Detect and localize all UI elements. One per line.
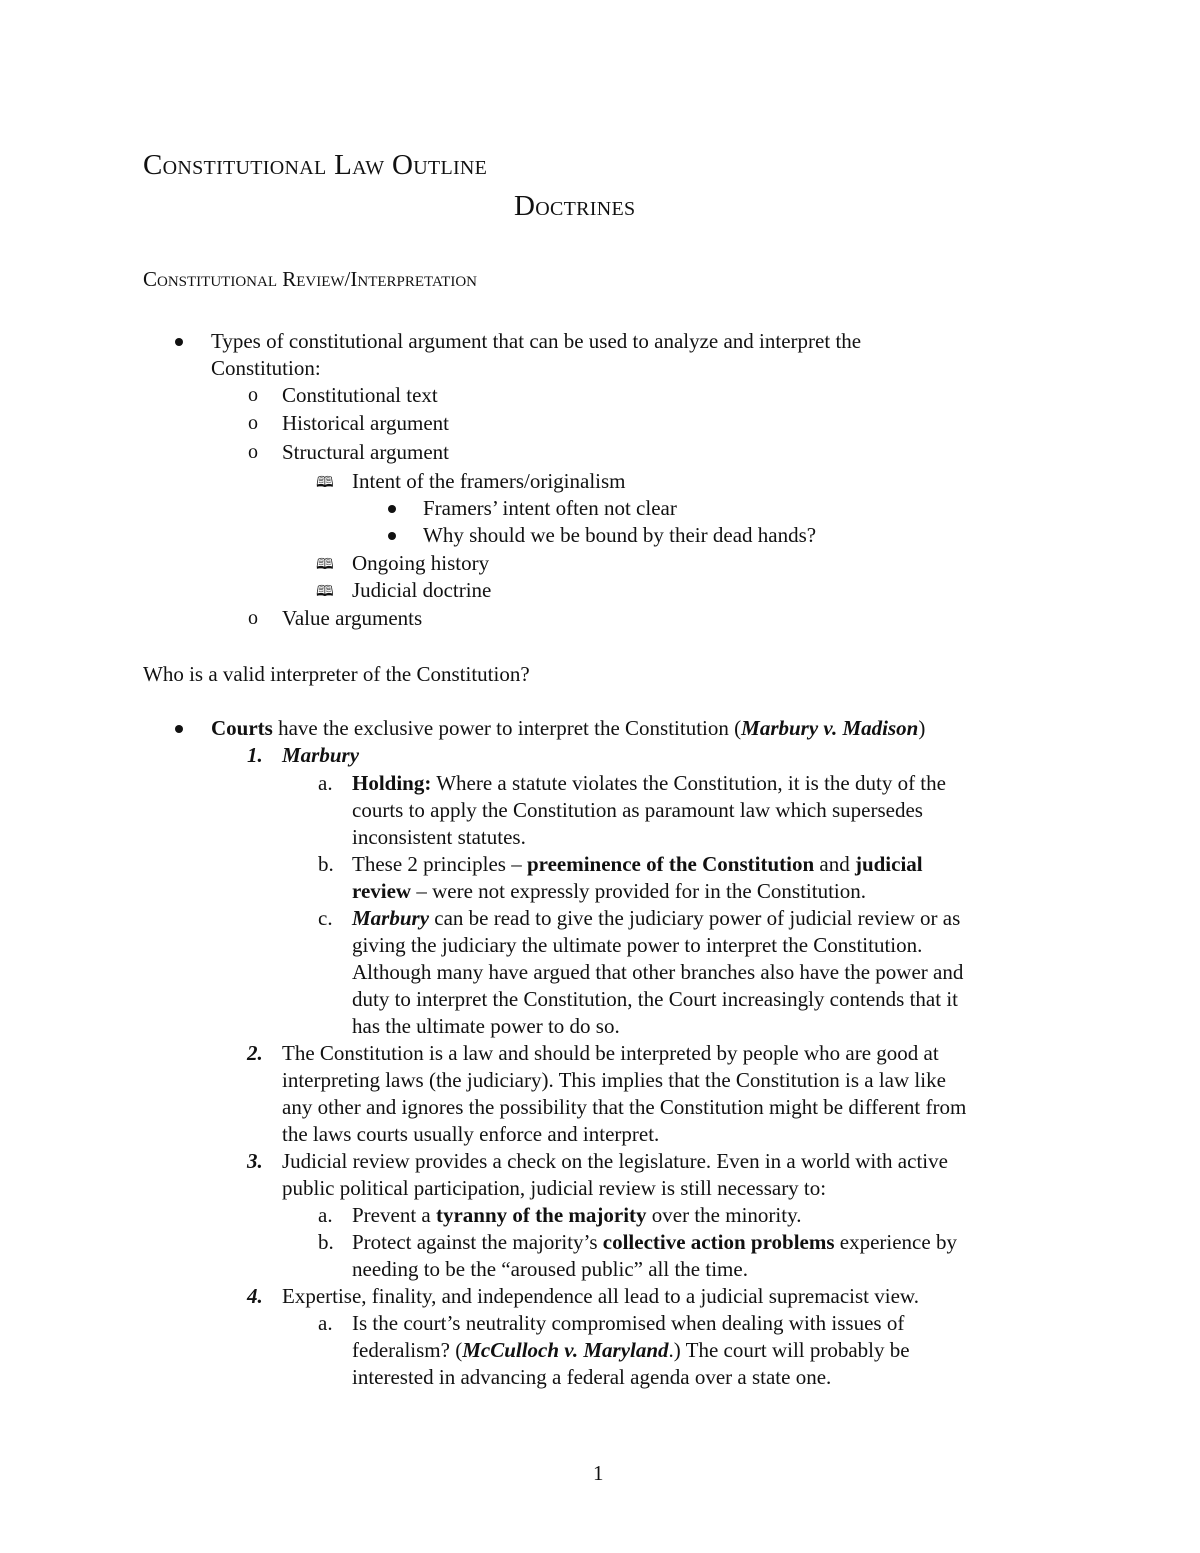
circle-bullet-marker: o [248,441,258,463]
list-item: Protect against the majority’s collective action problems experience by [352,1230,957,1254]
list-item-continuation: has the ultimate power to do so. [352,1014,620,1038]
list-item-continuation: courts to apply the Constitution as paramount law which supersedes [352,798,923,822]
list-item-continuation: duty to interpret the Constitution, the Court increasingly contends that it [352,987,958,1011]
bullet-marker [388,532,396,540]
book-icon: 🕮 [316,555,334,573]
list-item: Framers’ intent often not clear [423,496,677,520]
case-name: Marbury [282,743,360,767]
list-item: Why should we be bound by their dead hands? [423,523,817,547]
book-icon: 🕮 [316,582,334,600]
number-marker: 1. [247,743,263,767]
number-marker: 3. [247,1149,263,1173]
bullet-marker [175,725,183,733]
list-item: Is the court’s neutrality compromised when dealing with issues of [352,1311,905,1335]
list-item-continuation: review – were not expressly provided for in the Constitution. [352,879,867,903]
circle-bullet-marker: o [248,384,258,406]
list-item: Judicial review provides a check on the legislature. Even in a world with active [282,1149,948,1173]
section-heading: Constitutional Review/Interpretation [143,267,478,291]
list-item: Ongoing history [352,551,490,575]
list-item-continuation: needing to be the “aroused public” all the time. [352,1257,748,1281]
list-item-continuation: any other and ignores the possibility that the Constitution might be different from [282,1095,967,1119]
letter-marker: b. [318,1230,334,1254]
list-item-continuation: interpreting laws (the judiciary). This implies that the Constitution is a law like [282,1068,946,1092]
number-marker: 4. [247,1284,263,1308]
page-number: 1 [593,1461,604,1485]
list-item: Intent of the framers/originalism [352,469,626,493]
question-text: Who is a valid interpreter of the Constitution? [143,662,530,686]
list-item-continuation: giving the judiciary the ultimate power to interpret the Constitution. [352,933,923,957]
list-item-continuation: Constitution: [211,356,321,380]
list-item-continuation: inconsistent statutes. [352,825,526,849]
bullet-marker [388,505,396,513]
letter-marker: c. [318,906,333,930]
bullet-marker [175,338,183,346]
document-subtitle: Doctrines [514,190,636,222]
list-item: Structural argument [282,440,449,464]
list-item: Prevent a tyranny of the majority over the minority. [352,1203,802,1227]
list-item: Types of constitutional argument that can be used to analyze and interpret the [211,329,862,353]
letter-marker: a. [318,1311,333,1335]
list-item: These 2 principles – preeminence of the Constitution and judicial [352,852,923,876]
letter-marker: b. [318,852,334,876]
circle-bullet-marker: o [248,412,258,434]
list-item-continuation: public political participation, judicial review is still necessary to: [282,1176,827,1200]
list-item: Historical argument [282,411,449,435]
bold-lead: Courts [211,716,273,740]
list-item: The Constitution is a law and should be interpreted by people who are good at [282,1041,939,1065]
number-marker: 2. [247,1041,263,1065]
letter-marker: a. [318,771,333,795]
document-title: Constitutional Law Outline [143,149,488,181]
list-item-continuation: Although many have argued that other branches also have the power and [352,960,964,984]
courts-item: Courts have the exclusive power to interpret the Constitution (Marbury v. Madison) [211,716,926,740]
list-item: Constitutional text [282,383,438,407]
book-icon: 🕮 [316,473,334,491]
list-item: Judicial doctrine [352,578,492,602]
letter-marker: a. [318,1203,333,1227]
circle-bullet-marker: o [248,607,258,629]
list-item-continuation: the laws courts usually enforce and interpret. [282,1122,660,1146]
list-item: Expertise, finality, and independence all lead to a judicial supremacist view. [282,1284,919,1308]
list-item: Marbury can be read to give the judiciary power of judicial review or as [352,906,961,930]
list-item: Holding: Where a statute violates the Constitution, it is the duty of the [352,771,946,795]
list-item: Value arguments [282,606,423,630]
list-item-continuation: interested in advancing a federal agenda over a state one. [352,1365,832,1389]
case-name: Marbury v. Madison [741,716,919,740]
list-item-continuation: federalism? (McCulloch v. Maryland.) The court will probably be [352,1338,910,1362]
